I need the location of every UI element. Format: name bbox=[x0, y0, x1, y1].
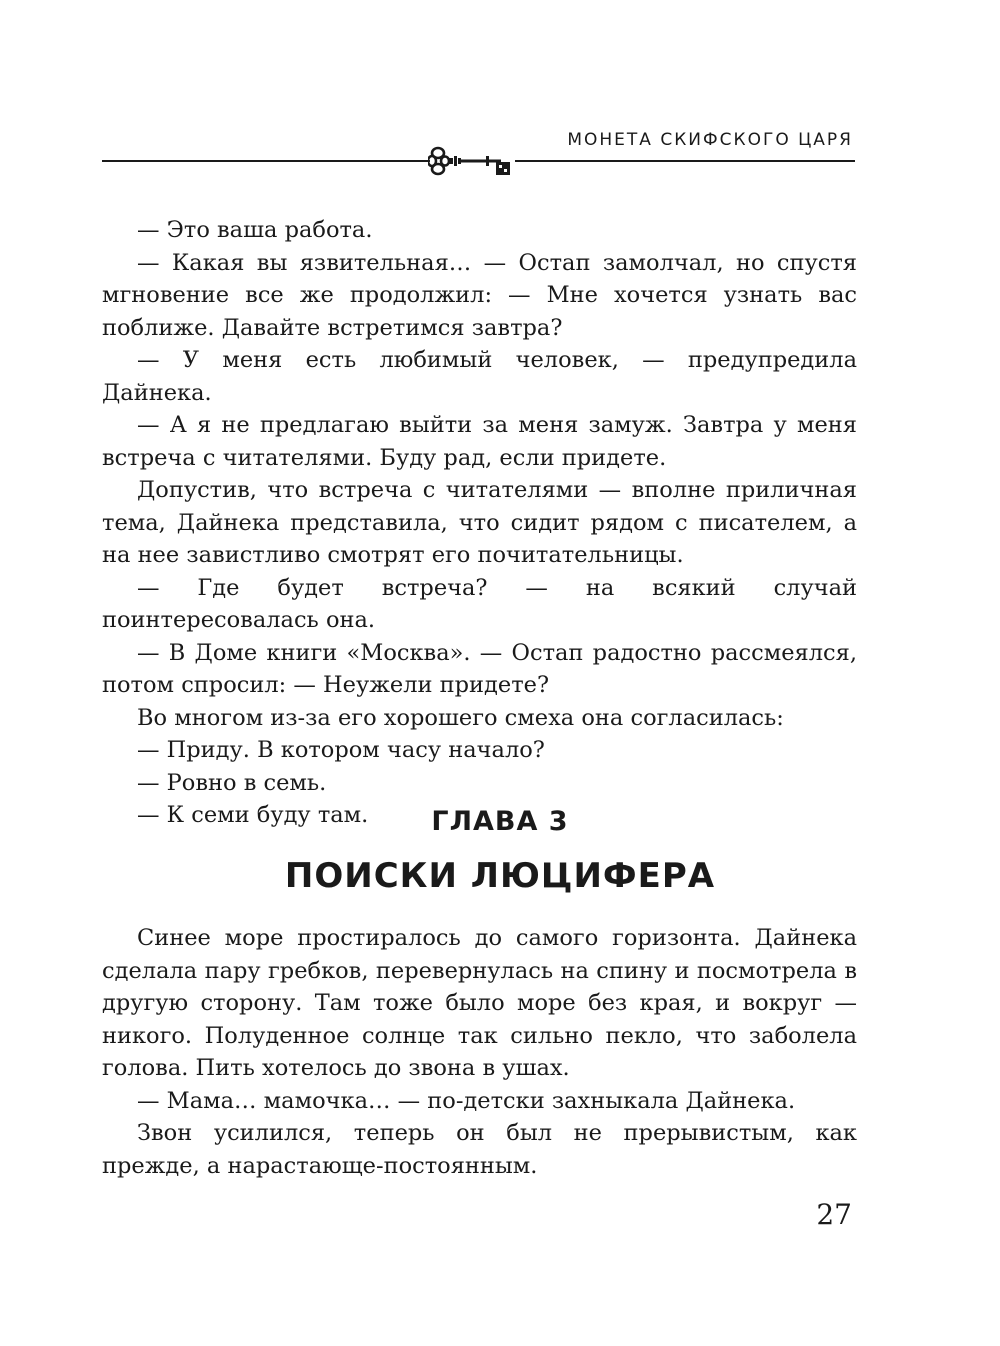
paragraph: — Приду. В котором часу начало? bbox=[137, 737, 545, 763]
paragraph: — К семи буду там. bbox=[137, 802, 369, 828]
chapter-title: ПОИСКИ ЛЮЦИФЕРА bbox=[284, 856, 716, 896]
paragraph: — Мама… мамочка… — по-детски захныкала Дайнека. bbox=[137, 1087, 796, 1114]
header-rule-left bbox=[102, 160, 430, 162]
chapter-label: ГЛАВА 3 bbox=[431, 806, 569, 837]
page-number: 27 bbox=[816, 1198, 852, 1231]
header-rule-right bbox=[515, 160, 855, 162]
page-header bbox=[0, 0, 1000, 190]
paragraph: — Это ваша работа. bbox=[137, 217, 373, 243]
paragraph: — Какая вы язвительная… — Остап замолчал, но спустя мгновение все же продолжил: — Мне хочется узнать вас поближе. Давайте встретимся завтра? bbox=[102, 249, 857, 341]
text-before-chapter bbox=[102, 214, 857, 832]
running-title: МОНЕТА СКИФСКОГО ЦАРЯ bbox=[567, 130, 853, 150]
paragraph: — В Доме книги «Москва». — Остап радостно рассмеялся, потом спросил: — Неужели придете? bbox=[102, 639, 857, 698]
paragraph: — Ровно в семь. bbox=[137, 769, 327, 796]
paragraph: Звон усилился, теперь он был не прерывистым, как прежде, а нарастающе-постоянным. bbox=[102, 1120, 857, 1179]
key-icon bbox=[428, 144, 518, 178]
paragraph: Допустив, что встреча с читателями — вполне приличная тема, Дайнека представила, что сидит рядом с писателем, а на нее завистливо смотрят его почитательницы. bbox=[102, 477, 857, 568]
paragraph: Синее море простиралось до самого горизонта. Дайнека сделала пару гребков, перевернулась на спину и посмотрела в другую сторону. Там тоже было море без края, и вокруг — никого. Полуденное солнце так сильно пекло, что заболела голова. Пить хотелось до звона в ушах. bbox=[102, 925, 857, 1081]
paragraph: — А я не предлагаю выйти за меня замуж. Завтра у меня встреча с читателями. Буду рад, если придете. bbox=[102, 412, 857, 471]
paragraph: — У меня есть любимый человек, — предупредила Дайнека. bbox=[102, 347, 857, 406]
paragraph: — Где будет встреча? — на всякий случай поинтересовалась она. bbox=[102, 574, 857, 633]
paragraph: Во многом из-за его хорошего смеха она согласилась: bbox=[137, 704, 784, 731]
text-after-chapter bbox=[102, 922, 857, 1182]
